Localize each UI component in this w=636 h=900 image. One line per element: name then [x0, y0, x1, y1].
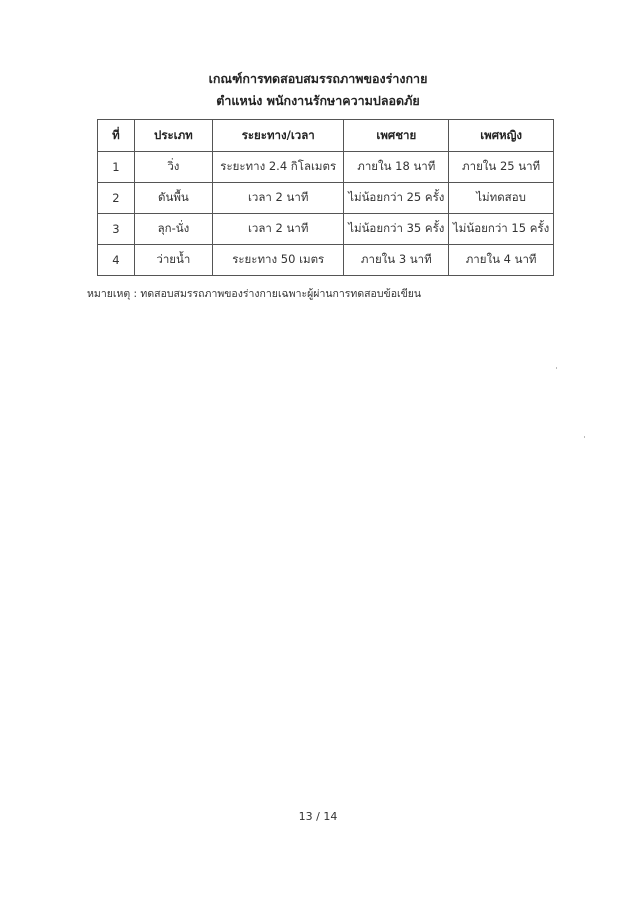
- table-cell: ภายใน 25 นาที: [449, 152, 554, 183]
- table-cell: 3: [98, 214, 135, 245]
- header-cell-distance-time: ระยะทาง/เวลา: [213, 120, 344, 152]
- header-cell-no: ที่: [98, 120, 135, 152]
- table-cell: ไม่น้อยกว่า 15 ครั้ง: [449, 214, 554, 245]
- table-cell: ลุก-นั่ง: [134, 214, 212, 245]
- title-line-2: ตำแหน่ง พนักงานรักษาความปลอดภัย: [216, 93, 420, 108]
- table-cell: ภายใน 4 นาที: [449, 245, 554, 276]
- table-cell: ภายใน 18 นาที: [344, 152, 449, 183]
- header-cell-type: ประเภท: [134, 120, 212, 152]
- table-cell: ไม่น้อยกว่า 35 ครั้ง: [344, 214, 449, 245]
- table-cell: ดันพื้น: [134, 183, 212, 214]
- table-cell: วิ่ง: [134, 152, 212, 183]
- title-line-1: เกณฑ์การทดสอบสมรรถภาพของร่างกาย: [208, 71, 428, 86]
- scan-speck: [584, 436, 585, 438]
- table-header-row: [98, 120, 554, 152]
- table-cell: 4: [98, 245, 135, 276]
- table-cell: ระยะทาง 50 เมตร: [213, 245, 344, 276]
- footnote: หมายเหตุ : ทดสอบสมรรถภาพของร่างกายเฉพาะผู้ผ่านการทดสอบข้อเขียน: [87, 288, 422, 300]
- document-title: [0, 68, 636, 112]
- page-number: 13 / 14: [298, 810, 338, 823]
- table-row: [98, 245, 554, 276]
- scan-speck: [556, 367, 557, 369]
- table-cell: ไม่ทดสอบ: [449, 183, 554, 214]
- table-row: [98, 214, 554, 245]
- table-row: [98, 152, 554, 183]
- table-cell: ว่ายน้ำ: [134, 245, 212, 276]
- table-cell: 2: [98, 183, 135, 214]
- table-cell: ภายใน 3 นาที: [344, 245, 449, 276]
- table-cell: 1: [98, 152, 135, 183]
- header-cell-female: เพศหญิง: [449, 120, 554, 152]
- table-cell: เวลา 2 นาที: [213, 183, 344, 214]
- table-cell: เวลา 2 นาที: [213, 214, 344, 245]
- fitness-criteria-table: [97, 119, 554, 276]
- table-row: [98, 183, 554, 214]
- table-cell: ไม่น้อยกว่า 25 ครั้ง: [344, 183, 449, 214]
- header-cell-male: เพศชาย: [344, 120, 449, 152]
- table-cell: ระยะทาง 2.4 กิโลเมตร: [213, 152, 344, 183]
